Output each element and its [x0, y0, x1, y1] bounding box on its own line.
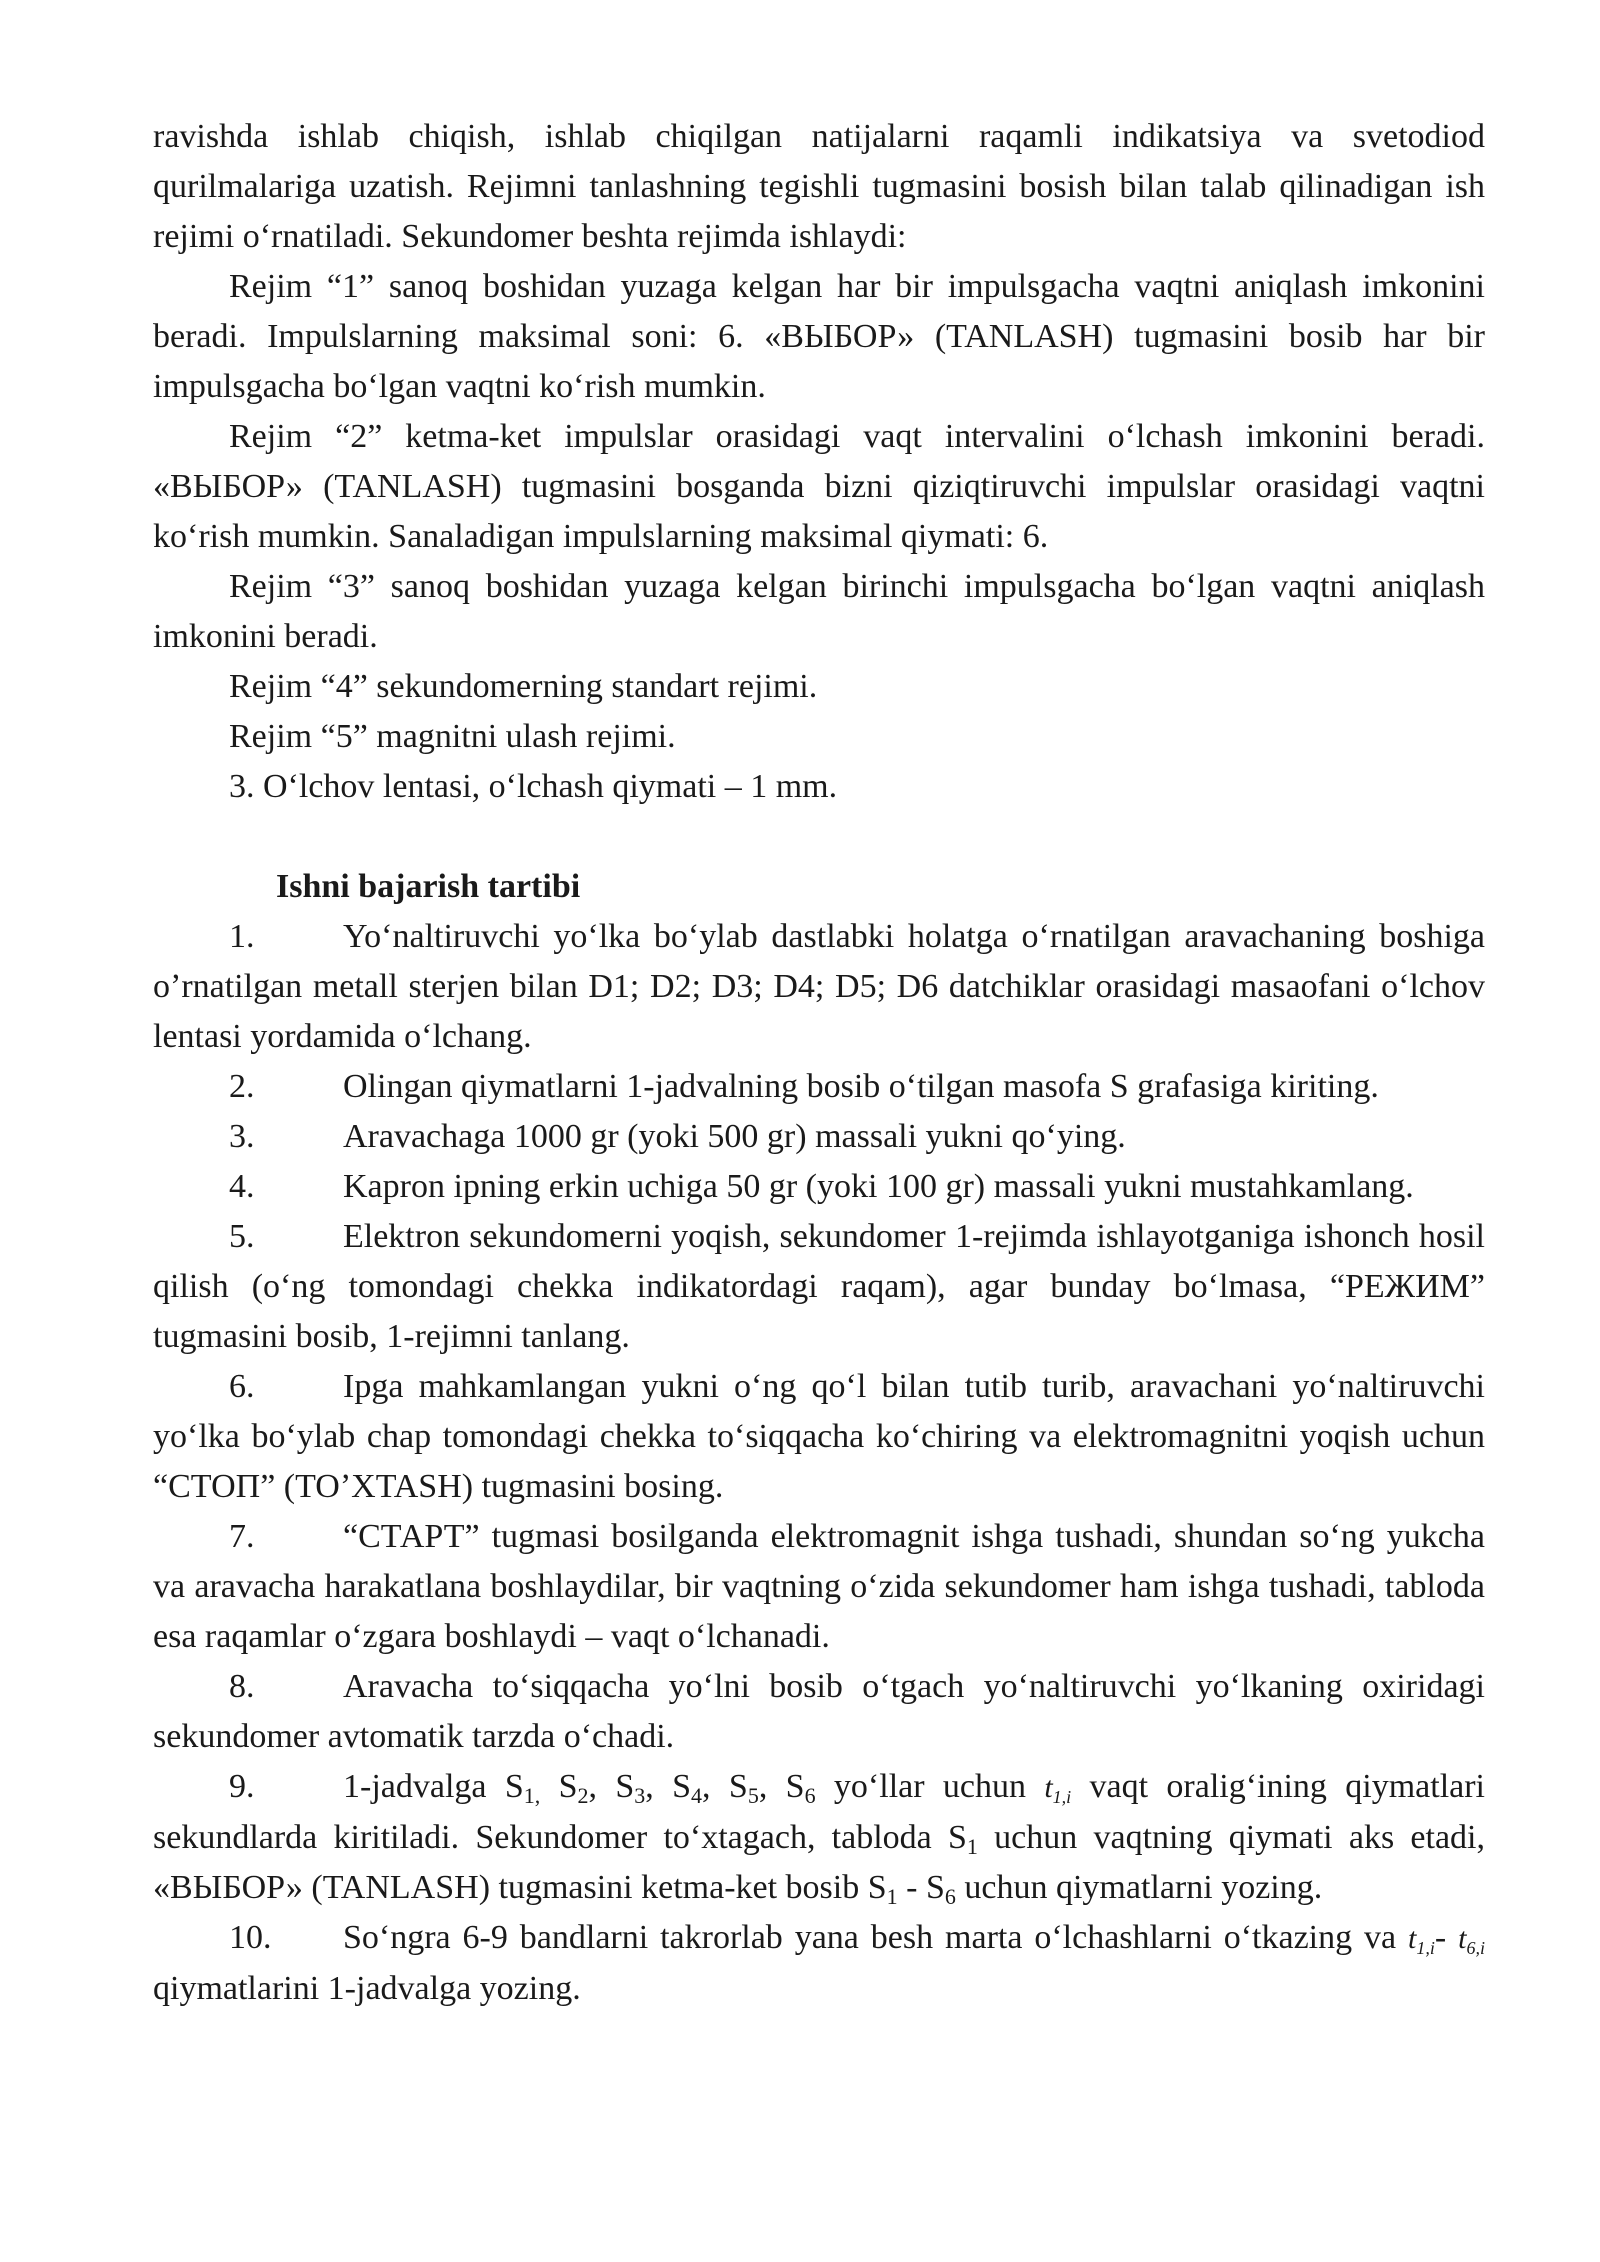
- section-heading: Ishni bajarish tartibi: [276, 868, 581, 905]
- mode-2-paragraph: Rejim “2” ketma-ket impulslar orasidagi vaqt intervalini oʻlchash imkonini beradi. «ВЫБОР» (TANLASH) tugmasini bosganda bizni qiziqtiruvchi impulslar orasidagi vaqtni koʻrish mumkin. Sanaladigan impulslarning maksimal qiymati: 6.: [153, 418, 1485, 555]
- step-3: [153, 1112, 1485, 1162]
- step-number: 9.: [229, 1768, 255, 1805]
- mode-3-paragraph: Rejim “3” sanoq boshidan yuzaga kelgan birinchi impulsgacha boʻlgan vaqtni aniqlash imkonini beradi.: [153, 568, 1485, 655]
- step-text: Aravacha toʻsiqqacha yoʻlni bosib oʻtgach yoʻnaltiruvchi yoʻlkaning oxiridagi sekundomer avtomatik tarzda oʻchadi.: [153, 1668, 1485, 1755]
- step-text: “СТАРТ” tugmasi bosilganda elektromagnit ishga tushadi, shundan soʻng yukcha va aravacha harakatlana boshlaydilar, bir vaqtning oʻzida sekundomer ham ishga tushadi, tabloda esa raqamlar oʻzgara boshlaydi – vaqt oʻlchanadi.: [153, 1518, 1485, 1655]
- intro-paragraph: ravishda ishlab chiqish, ishlab chiqilgan natijalarni raqamli indikatsiya va svetodiod qurilmalariga uzatish. Rejimni tanlashning tegishli tugmasini bosish bilan talab qilinadigan ish rejimi oʻrnatiladi. Sekundomer beshta rejimda ishlaydi:: [153, 118, 1485, 255]
- step-4: [153, 1162, 1485, 1212]
- step-6: [153, 1362, 1485, 1512]
- step-8: [153, 1662, 1485, 1762]
- step-text: Olingan qiymatlarni 1-jadvalning bosib oʻtilgan masofa S grafasiga kiriting.: [343, 1068, 1379, 1105]
- step-9: 9. 1-jadvalga $S_{1,}$ $S_2$, $S_3$, $S_4$, $S_5$, $S_6$ yoʻllar uchun $t_{1,i}$ vaqt oraligʻining qiymatlari sekundlarda kiritiladi. Sekundomer toʻxtagach, tabloda $S_1$ uchun vaqtning qiymati aks etadi, «ВЫБОР» (TANLASH) tugmasini ketma-ket bosib $S_1 - S_6$ uchun qiymatlarni yozing.: [153, 1762, 1485, 1913]
- step-text: Yoʻnaltiruvchi yoʻlka boʻylab dastlabki holatga oʻrnatilgan aravachaning boshiga oʼrnatilgan metall sterjen bilan D1; D2; D3; D4; D5; D6 datchiklar orasidagi masaofani oʻlchov lentasi yordamida oʻlchang.: [153, 918, 1485, 1055]
- time-variable: $t_{1,i}$: [1044, 1771, 1072, 1807]
- step-number: 4.: [229, 1168, 255, 1205]
- step-number: 6.: [229, 1368, 255, 1405]
- document-page: [153, 112, 1485, 2014]
- time-variable: $t_{1,i}$: [1408, 1922, 1435, 1958]
- step-1: [153, 912, 1485, 1062]
- tape-item-paragraph: 3. Oʻlchov lentasi, oʻlchash qiymati – 1 mm.: [229, 768, 838, 805]
- time-variable: $t_{6,i}$: [1458, 1922, 1485, 1958]
- step-7: [153, 1512, 1485, 1662]
- mode-5-paragraph: Rejim “5” magnitni ulash rejimi.: [229, 718, 676, 755]
- step-text: Aravachaga 1000 gr (yoki 500 gr) massali yukni qoʻying.: [343, 1118, 1126, 1155]
- step-text: Elektron sekundomerni yoqish, sekundomer 1-rejimda ishlayotganiga ishonch hosil qilish (oʻng tomondagi chekka indikatordagi raqam), agar bunday boʻlmasa, “РЕЖИМ” tugmasini bosib, 1-rejimni tanlang.: [153, 1218, 1485, 1355]
- step-number: 3.: [229, 1118, 255, 1155]
- step-10: 10. Soʻngra 6-9 bandlarni takrorlab yana besh marta oʻlchashlarni oʻtkazing va $t_{1,i}-$ $t_{6,i}$ qiymatlarini 1-jadvalga yozing.: [153, 1913, 1485, 2014]
- step-text: Ipga mahkamlangan yukni oʻng qoʻl bilan tutib turib, aravachani yoʻnaltiruvchi yoʻlka boʻylab chap tomondagi chekka toʻsiqqacha koʻchiring va elektromagnitni yoqish uchun “СТОП” (TOʼXTASH) tugmasini bosing.: [153, 1368, 1485, 1505]
- step-number: 5.: [229, 1218, 255, 1255]
- step-text: Kapron ipning erkin uchiga 50 gr (yoki 100 gr) massali yukni mustahkamlang.: [343, 1168, 1414, 1205]
- step-number: 10.: [229, 1919, 272, 1956]
- mode-4-paragraph: Rejim “4” sekundomerning standart rejimi.: [229, 668, 818, 705]
- step-2: [153, 1062, 1485, 1112]
- mode-1-paragraph: Rejim “1” sanoq boshidan yuzaga kelgan har bir impulsgacha vaqtni aniqlash imkonini beradi. Impulslarning maksimal soni: 6. «ВЫБОР» (TANLASH) tugmasini bosib har bir impulsgacha boʻlgan vaqtni koʻrish mumkin.: [153, 268, 1485, 405]
- step-number: 7.: [229, 1518, 255, 1555]
- step-5: [153, 1212, 1485, 1362]
- step-number: 8.: [229, 1668, 255, 1705]
- step-number: 1.: [229, 918, 255, 955]
- step-number: 2.: [229, 1068, 255, 1105]
